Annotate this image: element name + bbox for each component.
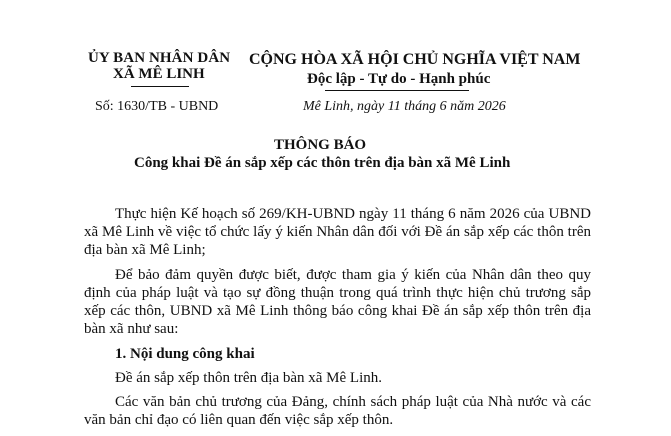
motto-underline <box>325 90 469 91</box>
place-and-date: Mê Linh, ngày 11 tháng 6 năm 2026 <box>303 99 506 114</box>
issuing-authority-commune: XÃ MÊ LINH <box>113 66 205 82</box>
section-1-item-2: Các văn bản chủ trương của Đảng, chính sách pháp luật của Nhà nước và các văn bản chỉ đạo có liên quan đến việc sắp xếp thôn. <box>84 394 591 428</box>
document-subject: Công khai Đề án sắp xếp các thôn trên địa bàn xã Mê Linh <box>134 155 511 171</box>
body-paragraph-1: Thực hiện Kế hoạch số 269/KH-UBND ngày 11 tháng 6 năm 2026 của UBND xã Mê Linh về việc tổ chức lấy ý kiến Nhân dân đối với Đề án sắp xếp các thôn trên địa bàn xã Mê Linh; <box>84 206 591 258</box>
section-heading-1: 1. Nội dung công khai <box>115 346 255 362</box>
document-type: THÔNG BÁO <box>274 137 367 153</box>
authority-underline <box>131 86 189 87</box>
document-body <box>84 205 591 436</box>
national-motto: Độc lập - Tự do - Hạnh phúc <box>307 71 491 87</box>
body-paragraph-2: Để bảo đảm quyền được biết, được tham gia ý kiến của Nhân dân theo quy định của pháp luật và tạo sự đồng thuận trong quá trình thực hiện chủ trương sắp xếp các thôn, UBND xã Mê Linh thông báo công khai Đề án sắp xếp thôn trên địa bàn xã như sau: <box>84 267 591 337</box>
document-number: Số: 1630/TB - UBND <box>95 99 219 114</box>
issuing-authority: ỦY BAN NHÂN DÂN <box>88 50 231 66</box>
section-1-item-1: Đề án sắp xếp thôn trên địa bàn xã Mê Linh. <box>115 370 383 386</box>
national-title: CỘNG HÒA XÃ HỘI CHỦ NGHĨA VIỆT NAM <box>249 51 581 68</box>
